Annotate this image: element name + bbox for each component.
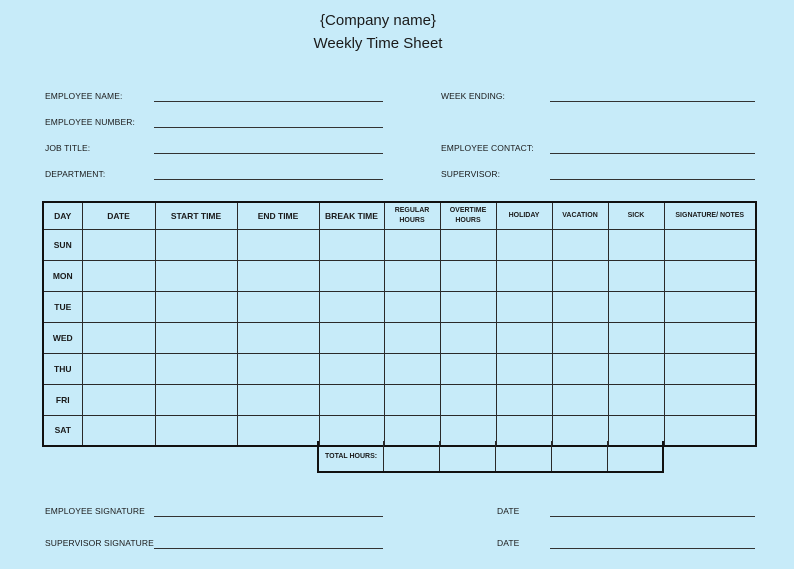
employee-signature-date-label: DATE [497,506,520,516]
end-time-cell[interactable] [237,291,319,322]
sick-cell[interactable] [608,384,664,415]
col-header-day: DAY [43,202,82,229]
regular-hours-cell[interactable] [384,291,440,322]
start-time-cell[interactable] [155,291,237,322]
employee-name-label: EMPLOYEE NAME: [45,91,123,101]
job-title-field[interactable] [154,153,383,154]
overtime-hours-cell[interactable] [440,384,496,415]
regular-hours-cell[interactable] [384,384,440,415]
date-cell[interactable] [82,291,155,322]
date-cell[interactable] [82,353,155,384]
sick-cell[interactable] [608,229,664,260]
break-time-cell[interactable] [319,322,384,353]
table-row [43,322,756,353]
notes-cell[interactable] [664,229,756,260]
table-row [43,353,756,384]
page-title: Weekly Time Sheet [313,35,443,52]
total-hours-row [317,441,664,472]
break-time-cell[interactable] [319,291,384,322]
holiday-cell[interactable] [496,229,552,260]
date-cell[interactable] [82,415,155,446]
table-row [43,229,756,260]
col-header-break-time: BREAK TIME [319,202,384,229]
col-header-sick: SICK [608,202,664,229]
employee-number-label: EMPLOYEE NUMBER: [45,117,135,127]
date-cell[interactable] [82,260,155,291]
total-vacation-cell[interactable] [551,441,607,472]
col-header-holiday: HOLIDAY [496,202,552,229]
holiday-cell[interactable] [496,353,552,384]
end-time-cell[interactable] [237,260,319,291]
supervisor-signature-field[interactable] [154,548,383,549]
col-header-end-time: END TIME [237,202,319,229]
vacation-cell[interactable] [552,229,608,260]
date-cell[interactable] [82,384,155,415]
vacation-cell[interactable] [552,260,608,291]
employee-number-field[interactable] [154,127,383,128]
sick-cell[interactable] [608,353,664,384]
employee-contact-label: EMPLOYEE CONTACT: [441,143,534,153]
day-cell: TUE [43,291,82,322]
start-time-cell[interactable] [155,260,237,291]
vacation-cell[interactable] [552,353,608,384]
day-cell: SUN [43,229,82,260]
break-time-cell[interactable] [319,384,384,415]
employee-contact-field[interactable] [550,153,755,154]
company-name: {Company name} [320,12,436,29]
week-ending-field[interactable] [550,101,755,102]
notes-cell[interactable] [664,353,756,384]
regular-hours-cell[interactable] [384,353,440,384]
end-time-cell[interactable] [237,353,319,384]
vacation-cell[interactable] [552,291,608,322]
timesheet-table [42,201,757,447]
col-header-regular-hours: REGULAR HOURS [384,202,440,229]
holiday-cell[interactable] [496,384,552,415]
col-header-start-time: START TIME [155,202,237,229]
break-time-cell[interactable] [319,229,384,260]
table-row [43,260,756,291]
vacation-cell[interactable] [552,322,608,353]
day-cell: SAT [43,415,82,446]
employee-signature-date-field[interactable] [550,516,755,517]
day-cell: THU [43,353,82,384]
overtime-hours-cell[interactable] [440,353,496,384]
notes-cell[interactable] [664,260,756,291]
break-time-cell[interactable] [319,353,384,384]
vacation-cell[interactable] [552,384,608,415]
col-header-signature-notes: SIGNATURE/ NOTES [664,202,756,229]
employee-signature-label: EMPLOYEE SIGNATURE [45,506,145,516]
regular-hours-cell[interactable] [384,229,440,260]
employee-signature-field[interactable] [154,516,383,517]
overtime-hours-cell[interactable] [440,291,496,322]
table-row [43,291,756,322]
overtime-hours-cell[interactable] [440,322,496,353]
start-time-cell[interactable] [155,322,237,353]
day-cell: FRI [43,384,82,415]
header-row [43,202,756,229]
supervisor-label: SUPERVISOR: [441,169,501,179]
end-time-cell[interactable] [237,322,319,353]
start-time-cell[interactable] [155,384,237,415]
total-regular-hours-cell[interactable] [383,441,439,472]
holiday-cell[interactable] [496,291,552,322]
table-row [43,384,756,415]
overtime-hours-cell[interactable] [440,229,496,260]
sick-cell[interactable] [608,291,664,322]
employee-name-field[interactable] [154,101,383,102]
end-time-cell[interactable] [237,229,319,260]
notes-cell[interactable] [664,322,756,353]
end-time-cell[interactable] [237,415,319,446]
start-time-cell[interactable] [155,229,237,260]
regular-hours-cell[interactable] [384,322,440,353]
col-header-vacation: VACATION [552,202,608,229]
col-header-date: DATE [82,202,155,229]
job-title-label: JOB TITLE: [45,143,91,153]
col-header-overtime-hours: OVERTIME HOURS [440,202,496,229]
sick-cell[interactable] [608,260,664,291]
department-field[interactable] [154,179,383,180]
notes-cell[interactable] [664,291,756,322]
break-time-cell[interactable] [319,260,384,291]
end-time-cell[interactable] [237,384,319,415]
total-sick-cell[interactable] [607,441,663,472]
day-cell: WED [43,322,82,353]
total-hours-label: TOTAL HOURS: [318,441,383,472]
total-holiday-cell[interactable] [495,441,551,472]
supervisor-signature-label: SUPERVISOR SIGNATURE [45,538,154,548]
supervisor-field[interactable] [550,179,755,180]
week-ending-label: WEEK ENDING: [441,91,506,101]
overtime-hours-cell[interactable] [440,260,496,291]
day-cell: MON [43,260,82,291]
supervisor-signature-date-label: DATE [497,538,520,548]
start-time-cell[interactable] [155,415,237,446]
holiday-cell[interactable] [496,322,552,353]
holiday-cell[interactable] [496,260,552,291]
total-overtime-hours-cell[interactable] [439,441,495,472]
sick-cell[interactable] [608,322,664,353]
start-time-cell[interactable] [155,353,237,384]
supervisor-signature-date-field[interactable] [550,548,755,549]
date-cell[interactable] [82,229,155,260]
department-label: DEPARTMENT: [45,169,106,179]
regular-hours-cell[interactable] [384,260,440,291]
notes-cell[interactable] [664,384,756,415]
notes-cell[interactable] [664,415,756,446]
date-cell[interactable] [82,322,155,353]
